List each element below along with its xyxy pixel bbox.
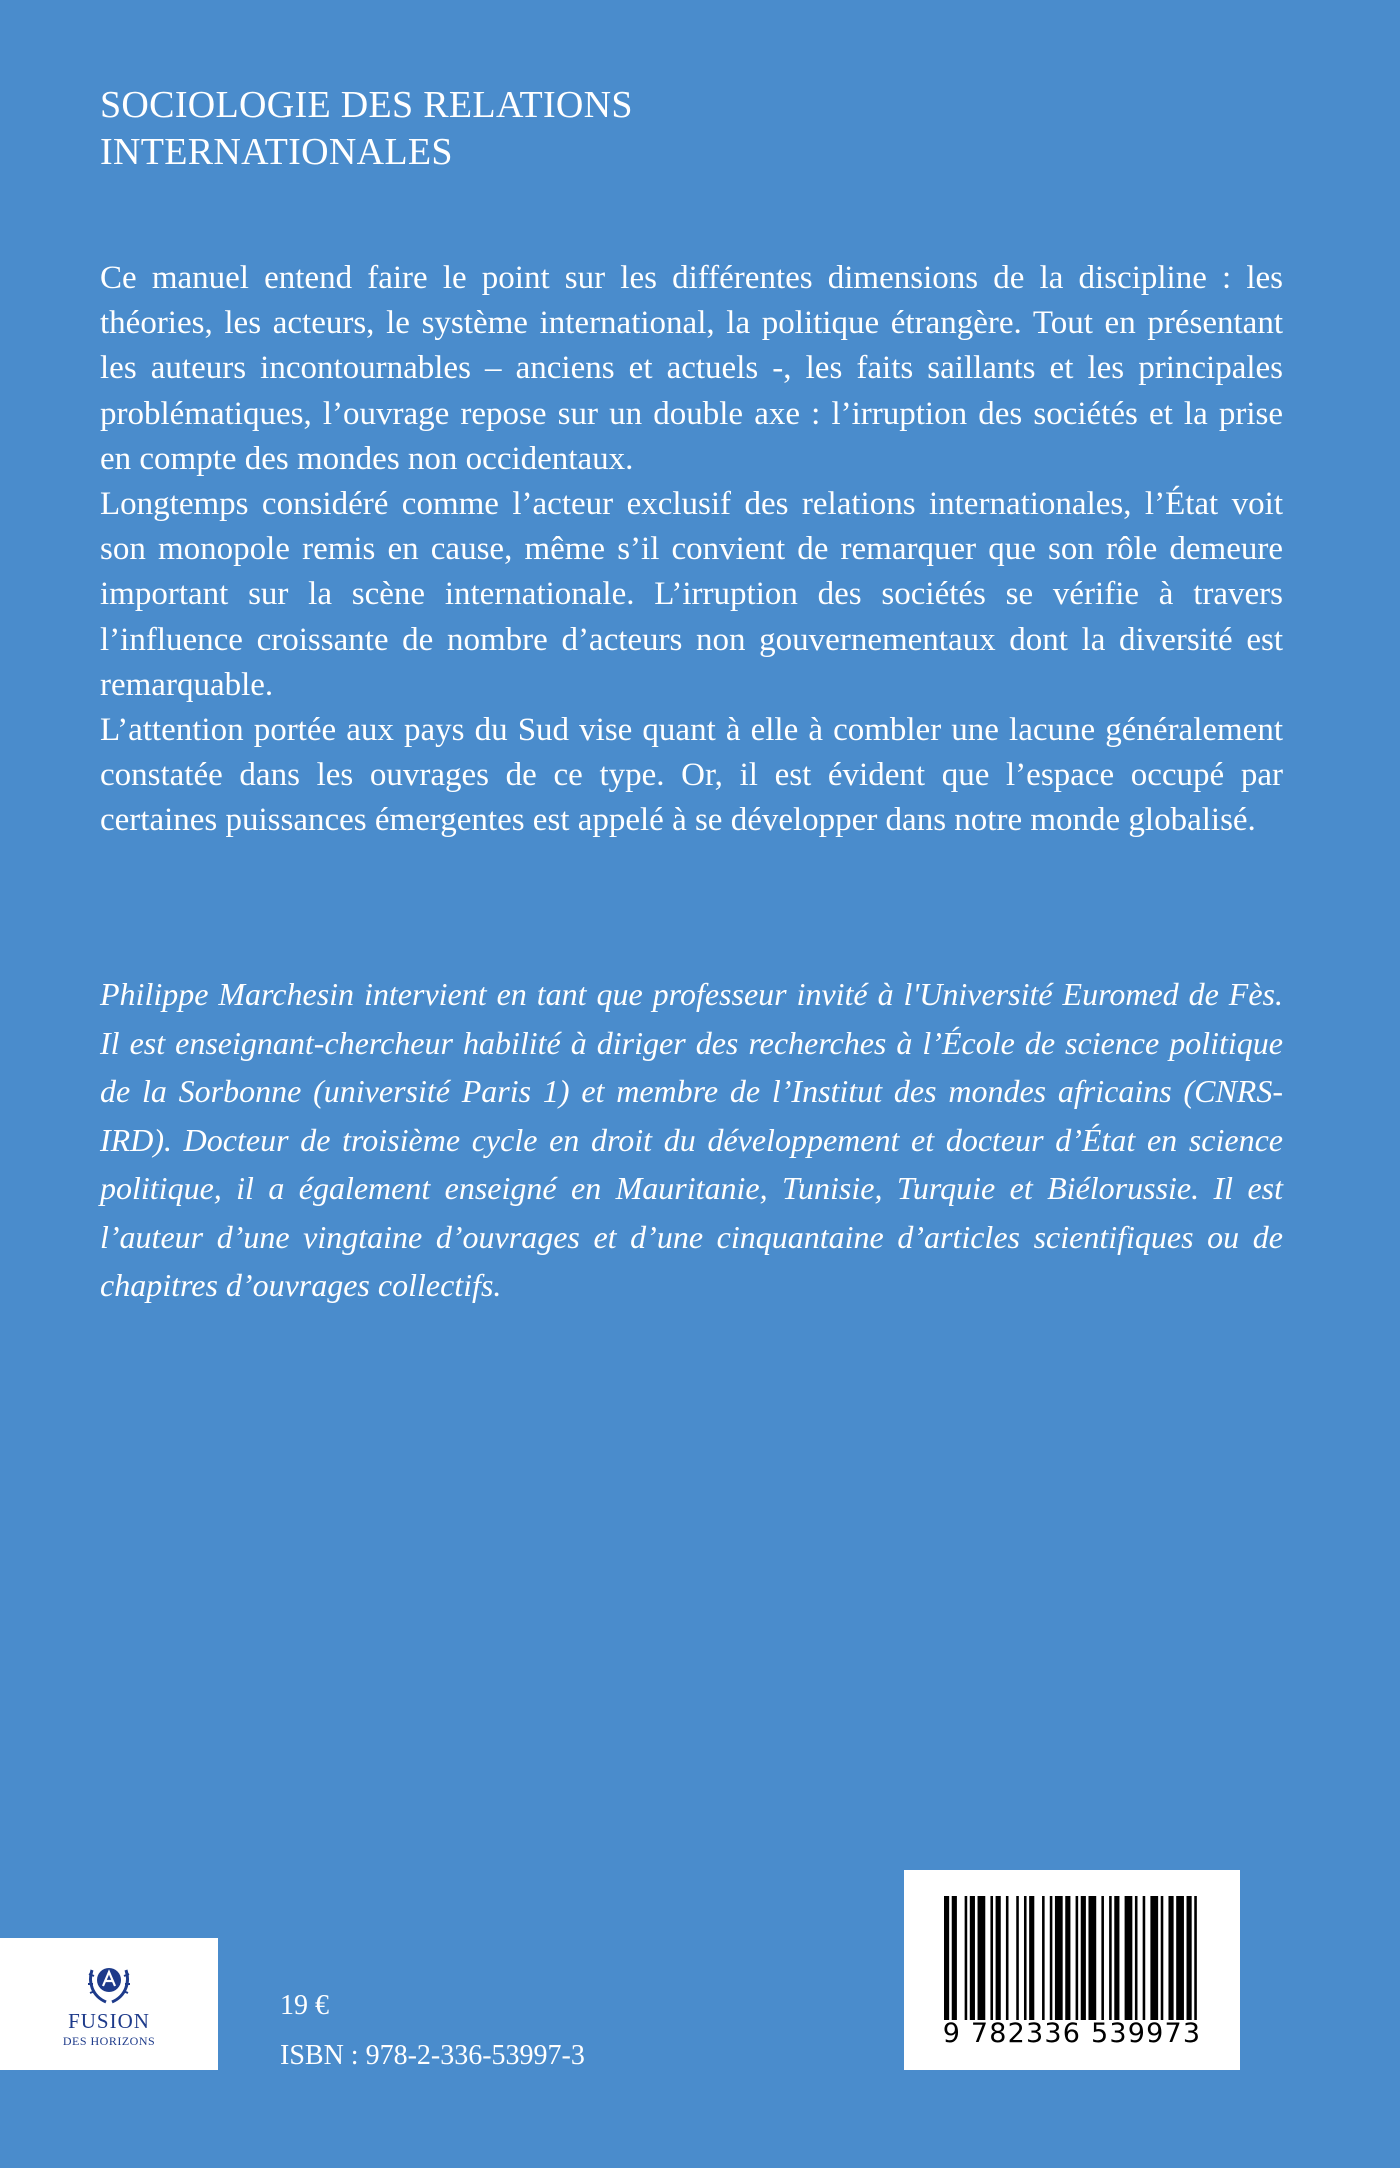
publisher-name: FUSION [68, 2009, 150, 2033]
barcode-bar [1143, 1896, 1146, 2020]
barcode-bar [1194, 1896, 1197, 2020]
barcode-icon [944, 1896, 1202, 2020]
barcode-digits: 9 782336 539973 [942, 2018, 1202, 2049]
isbn-label: ISBN : 978-2-336-53997-3 [280, 2040, 585, 2071]
barcode-bar [1055, 1896, 1063, 2020]
barcode-bar [1065, 1896, 1070, 2020]
barcode-bar [1150, 1896, 1158, 2020]
barcode-bar [965, 1896, 968, 2020]
barcode-bar [1081, 1896, 1086, 2020]
barcode-bar [1125, 1896, 1133, 2020]
publisher-emblem-icon [84, 1958, 134, 2006]
book-title [100, 82, 1000, 176]
barcode-bar [1114, 1896, 1119, 2020]
barcode-bar [1024, 1896, 1027, 2020]
barcode-bar [1029, 1896, 1034, 2020]
barcode-bar [1101, 1896, 1104, 2020]
barcode-bar [952, 1896, 957, 2020]
barcode-bar [978, 1896, 986, 2020]
summary-paragraph-1: Ce manuel entend faire le point sur les différentes dimensions de la discipline : les théories, les acteurs, le système international, la politique étrangère. Tout en présentant les auteurs incontournables – anciens et actuels -, les faits saillants et les principales problématiques, l’ouvrage repose sur un double axe : l’irruption des sociétés et la prise en compte des mondes non occidentaux. [100, 260, 1283, 477]
barcode-bar [996, 1896, 1001, 2020]
barcode-bar [970, 1896, 975, 2020]
summary-paragraph-2: Longtemps considéré comme l’acteur exclusif des relations internationales, l’État voit son monopole remis en cause, même s’il convient de remarquer que son rôle demeure important sur la scène internationale. L’irruption des sociétés se vérifie à travers l’influence croissante de nombre d’acteurs non gouvernementaux dont la diversité est remarquable. [100, 486, 1283, 703]
barcode-bar [1135, 1896, 1138, 2020]
barcode-bar [944, 1896, 949, 2020]
barcode-bar [1109, 1896, 1112, 2020]
barcode-bar [1076, 1896, 1079, 2020]
barcode-bar [1187, 1896, 1192, 2020]
book-title-line-1: SOCIOLOGIE DES RELATIONS [100, 84, 633, 126]
barcode-bar [1168, 1896, 1173, 2020]
barcode-bar [1006, 1896, 1009, 2020]
barcode [904, 1870, 1240, 2070]
book-summary [100, 256, 1283, 844]
barcode-bar [990, 1896, 993, 2020]
price-label: 19 € [280, 1990, 329, 2021]
barcode-bar [1176, 1896, 1184, 2020]
barcode-bar [1161, 1896, 1164, 2020]
author-bio-text: Philippe Marchesin intervient en tant que professeur invité à l'Université Euromed de Fès. Il est enseignant-chercheur habilité à diriger des recherches à l’École de science politique de la Sorbonne (université Paris 1) et membre de l’Institut des mondes africains (CNRS-IRD). Docteur de troisième cycle en droit du développement et docteur d’État en science politique, il a également enseigné en Mauritanie, Tunisie, Turquie et Biélorussie. Il est l’auteur d’une vingtaine d’ouvrages et d’une cinquantaine d’articles scientifiques ou de chapitres d’ouvrages collectifs. [100, 976, 1283, 1303]
barcode-bar [1042, 1896, 1045, 2020]
publisher-logo [0, 1938, 218, 2070]
barcode-bar [1088, 1896, 1096, 2020]
summary-paragraph-3: L’attention portée aux pays du Sud vise quant à elle à combler une lacune généralement constatée dans les ouvrages de ce type. Or, il est évident que l’espace occupé par certaines puissances émergentes est appelé à se développer dans notre monde globalisé. [100, 712, 1283, 839]
book-title-line-2: INTERNATIONALES [100, 131, 453, 173]
barcode-bar [1016, 1896, 1019, 2020]
author-biography [100, 970, 1283, 1310]
publisher-subname: DES HORIZONS [62, 2034, 156, 2048]
barcode-bar [1050, 1896, 1053, 2020]
